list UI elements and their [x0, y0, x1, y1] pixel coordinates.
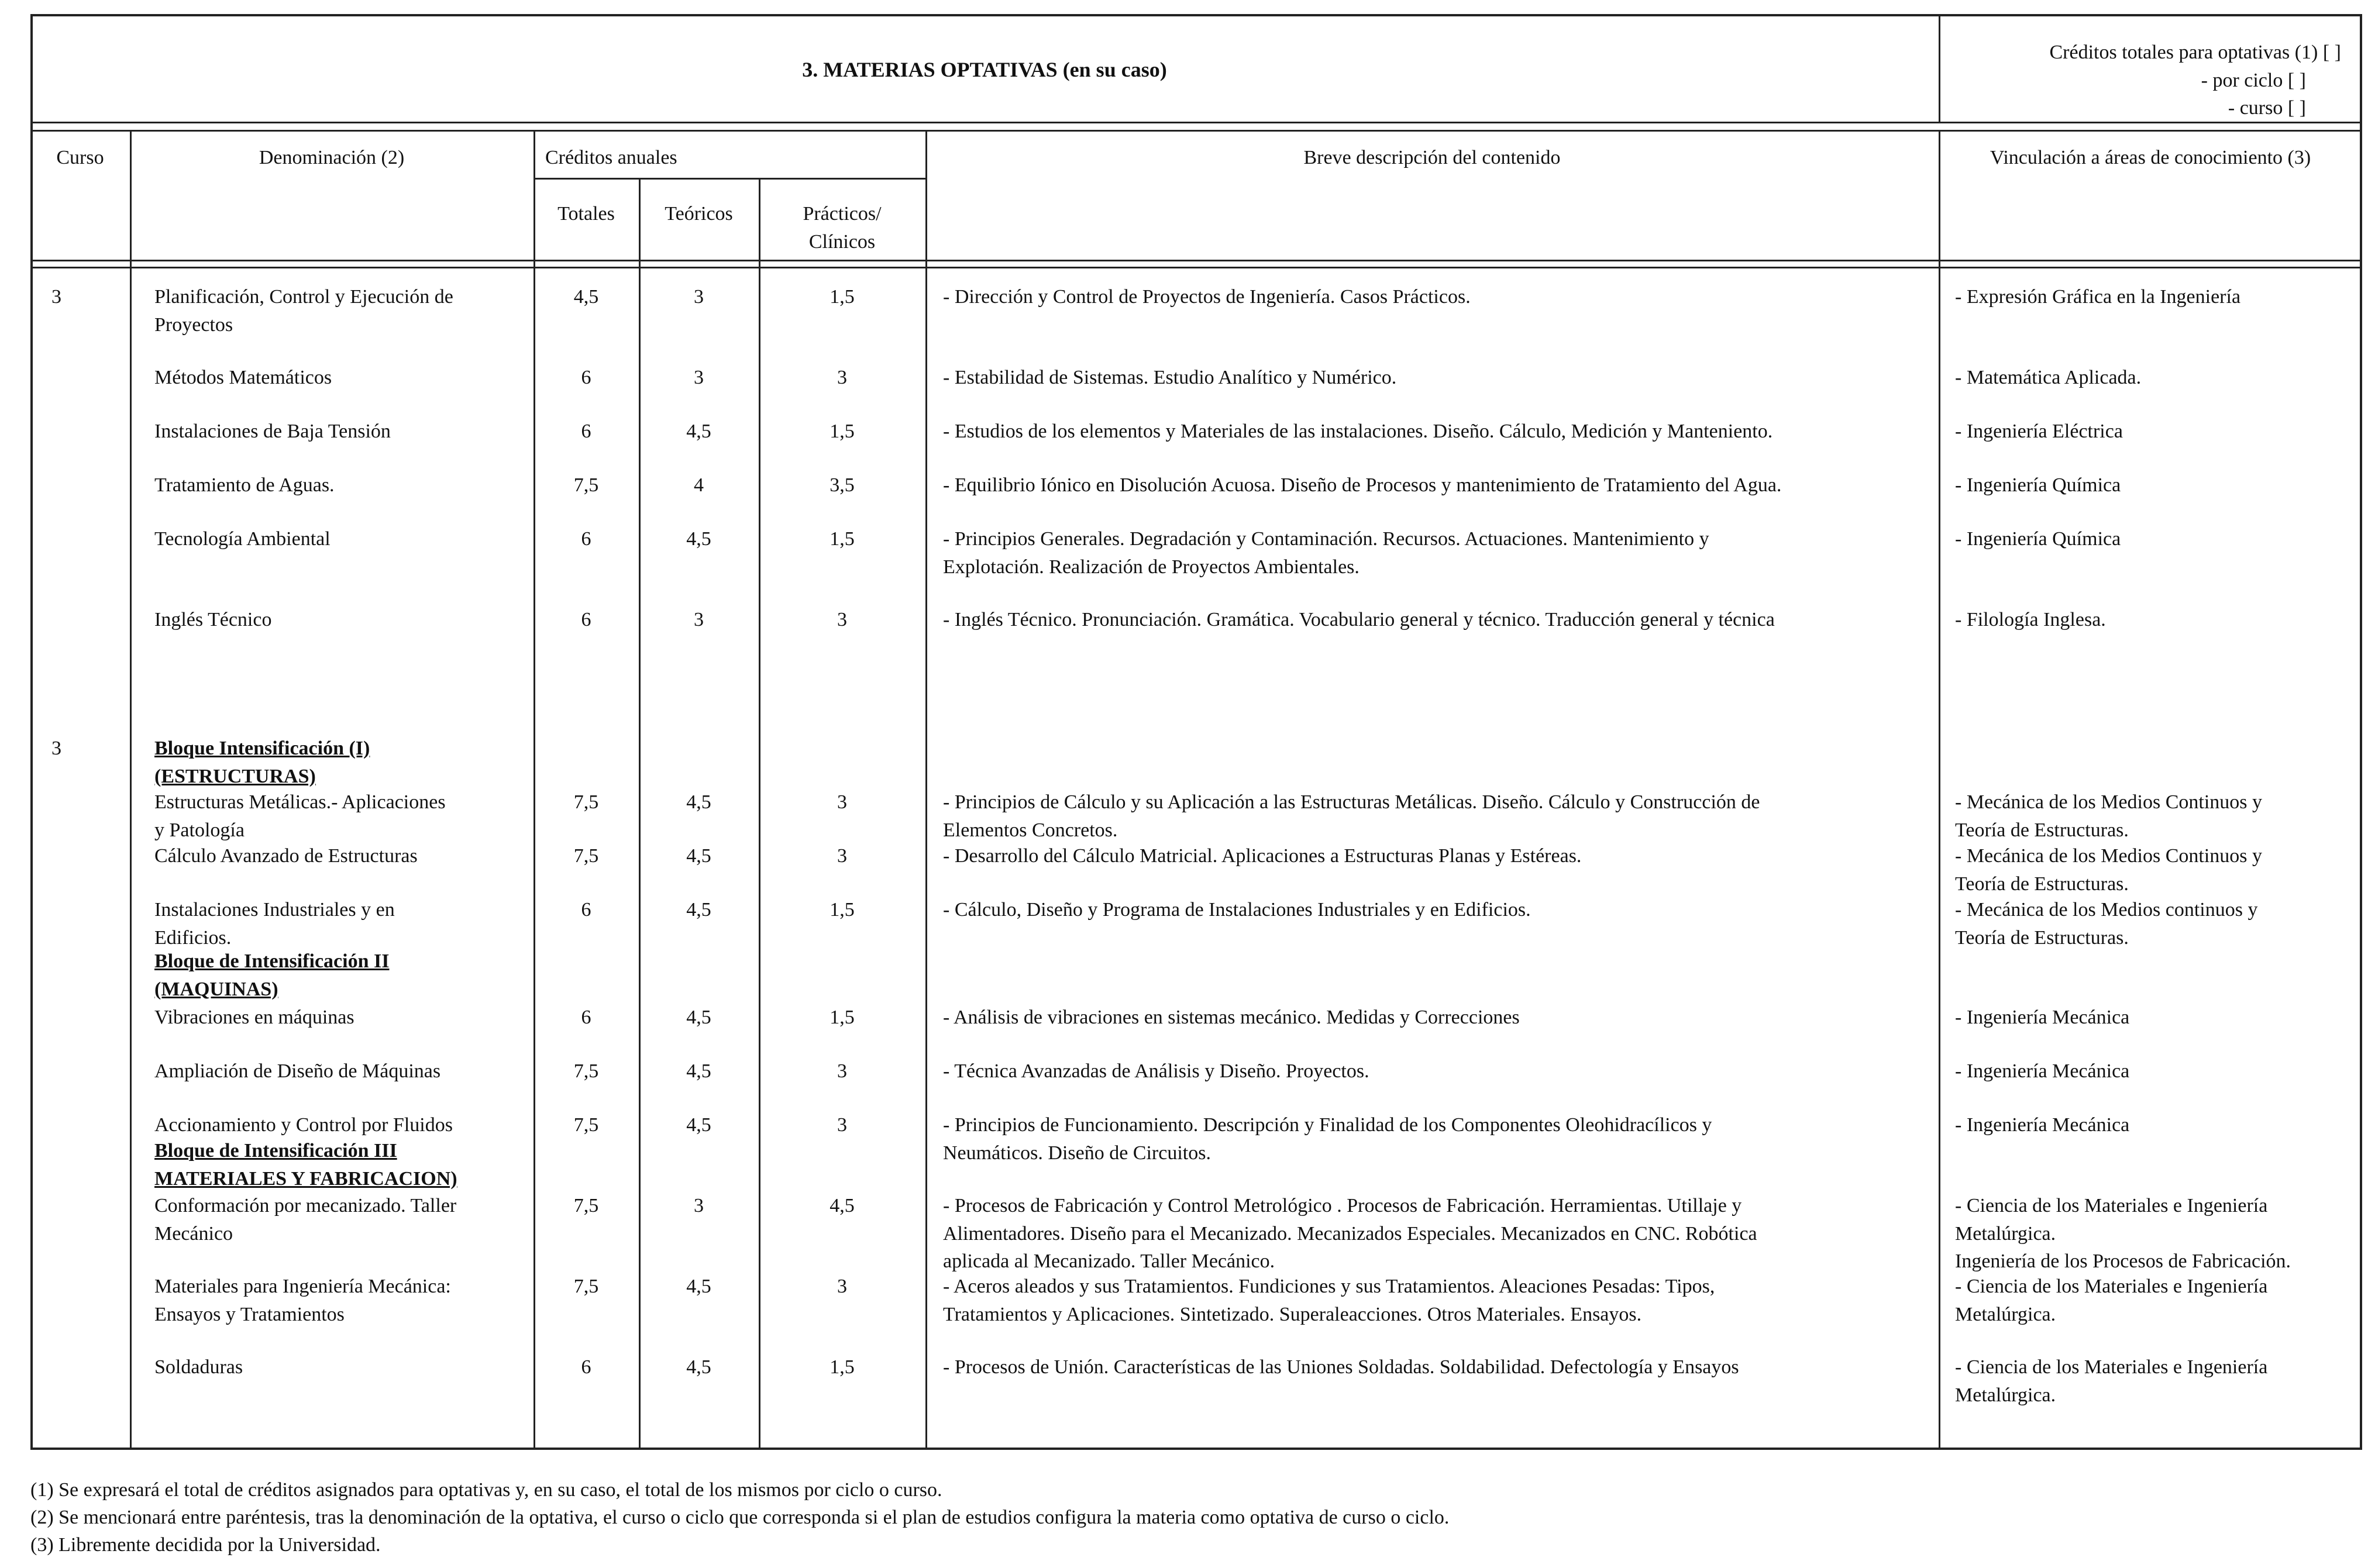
header-creditos-anuales: Créditos anuales [545, 147, 677, 168]
row-creditos-totales: 7,5 [573, 845, 599, 867]
row-denominacion: Métodos Matemáticos [154, 367, 332, 388]
col-line-curso [130, 130, 132, 1450]
row-vinculacion: - Mecánica de los Medios Continuos y Teoría de Estructuras. [1955, 845, 2263, 895]
row-descripcion: - Cálculo, Diseño y Programa de Instalaciones Industriales y en Edificios. [943, 899, 1531, 921]
row-vinculacion: - Ingeniería Química [1955, 528, 2121, 550]
row-descripcion: - Principios de Funcionamiento. Descripción y Finalidad de los Componentes Oleohidracílicos y Neumáticos. Diseño de Circuitos. [943, 1114, 1712, 1164]
row-creditos-practicos: 1,5 [830, 1356, 855, 1378]
row-creditos-totales: 7,5 [573, 1114, 599, 1136]
block3-title: Bloque de Intensificación III MATERIALES Y FABRICACION) [154, 1140, 457, 1190]
row-vinculacion: - Ingeniería Mecánica [1955, 1007, 2130, 1028]
row-creditos-teoricos: 4,5 [686, 899, 711, 921]
row-creditos-teoricos: 4,5 [686, 421, 711, 442]
row-creditos-practicos: 3 [837, 1060, 847, 1082]
row-creditos-teoricos: 4,5 [686, 1356, 711, 1378]
row-vinculacion: - Matemática Aplicada. [1955, 367, 2142, 388]
block2-title: Bloque de Intensificación II (MAQUINAS) [154, 950, 390, 1000]
title-credits-divider [1939, 14, 1940, 122]
row-creditos-teoricos: 3 [694, 286, 704, 308]
row-denominacion: Tratamiento de Aguas. [154, 474, 335, 496]
row-creditos-practicos: 3 [837, 609, 847, 630]
row-descripcion: - Principios Generales. Degradación y Contaminación. Recursos. Actuaciones. Mantenimiento y Explotación. Realización de Proyectos Ambientales. [943, 528, 1709, 578]
row-descripcion: - Desarrollo del Cálculo Matricial. Aplicaciones a Estructuras Planas y Estéreas. [943, 845, 1582, 867]
row-vinculacion: - Ciencia de los Materiales e Ingeniería Metalúrgica. Ingeniería de los Procesos de Fabricación. [1955, 1195, 2291, 1273]
row-vinculacion: - Ciencia de los Materiales e Ingeniería Metalúrgica. [1955, 1276, 2268, 1325]
col-line-descripcion [1939, 130, 1940, 1450]
row-creditos-teoricos: 4,5 [686, 528, 711, 550]
row-denominacion: Conformación por mecanizado. Taller Mecánico [154, 1195, 457, 1245]
row-denominacion: Cálculo Avanzado de Estructuras [154, 845, 418, 867]
row-creditos-totales: 6 [581, 1007, 591, 1028]
row-descripcion: - Aceros aleados y sus Tratamientos. Fundiciones y sus Tratamientos. Aleaciones Pesadas: Tipos, Tratamientos y Aplicaciones. Sintetizado. Superaleacciones. Otros Materiales. Ensayos. [943, 1276, 1715, 1325]
row-vinculacion: - Ciencia de los Materiales e Ingeniería Metalúrgica. [1955, 1356, 2268, 1406]
row-vinculacion: - Mecánica de los Medios continuos y Teoría de Estructuras. [1955, 899, 2258, 949]
row-creditos-practicos: 1,5 [830, 286, 855, 308]
row-creditos-teoricos: 4,5 [686, 1007, 711, 1028]
row-creditos-teoricos: 4,5 [686, 1276, 711, 1297]
row-creditos-totales: 7,5 [573, 791, 599, 813]
row-descripcion: - Inglés Técnico. Pronunciación. Gramática. Vocabulario general y técnico. Traducción general y técnica [943, 609, 1775, 630]
row-descripcion: - Técnica Avanzadas de Análisis y Diseño. Proyectos. [943, 1060, 1369, 1082]
row-descripcion: - Procesos de Fabricación y Control Metrológico . Procesos de Fabricación. Herramientas. Utillaje y Alimentadores. Diseño para el Mecanizado. Mecanizados Especiales. Mecanizados en CNC. Robótica aplicada al Mecanizado. Taller Mecánico. [943, 1195, 1757, 1273]
row-descripcion: - Análisis de vibraciones en sistemas mecánico. Medidas y Correcciones [943, 1007, 1520, 1028]
row-creditos-teoricos: 4,5 [686, 1114, 711, 1136]
row-creditos-practicos: 4,5 [830, 1195, 855, 1217]
row-creditos-totales: 6 [581, 1356, 591, 1378]
row-creditos-practicos: 1,5 [830, 899, 855, 921]
row-vinculacion: - Filología Inglesa. [1955, 609, 2106, 630]
row-vinculacion: - Ingeniería Mecánica [1955, 1114, 2130, 1136]
header-divider-double [30, 130, 2362, 132]
row-denominacion: Tecnología Ambiental [154, 528, 331, 550]
block-curso: 3 [51, 738, 61, 759]
row-descripcion: - Equilibrio Iónico en Disolución Acuosa. Diseño de Procesos y mantenimiento de Tratamiento del Agua. [943, 474, 1782, 496]
header-denominacion: Denominación (2) [259, 147, 405, 168]
row-denominacion: Planificación, Control y Ejecución de Proyectos [154, 286, 453, 336]
row-denominacion: Accionamiento y Control por Fluidos [154, 1114, 453, 1136]
header-totales: Totales [557, 203, 615, 225]
header-practicos-line2: Clínicos [808, 230, 876, 253]
row-creditos-teoricos: 4,5 [686, 1060, 711, 1082]
row-creditos-teoricos: 4,5 [686, 845, 711, 867]
row-denominacion: Vibraciones en máquinas [154, 1007, 354, 1028]
row-creditos-totales: 6 [581, 421, 591, 442]
row-denominacion: Estructuras Metálicas.- Aplicaciones y Patología [154, 791, 446, 841]
credits-subheader-line [534, 178, 925, 180]
row-creditos-practicos: 3 [837, 367, 847, 388]
row-creditos-totales: 6 [581, 528, 591, 550]
row-curso: 3 [51, 286, 61, 308]
row-denominacion: Inglés Técnico [154, 609, 272, 630]
row-vinculacion: - Ingeniería Química [1955, 474, 2121, 496]
row-creditos-teoricos: 3 [694, 609, 704, 630]
row-vinculacion: - Ingeniería Mecánica [1955, 1060, 2130, 1082]
row-denominacion: Materiales para Ingeniería Mecánica: Ensayos y Tratamientos [154, 1276, 451, 1325]
section-title: 3. MATERIAS OPTATIVAS (en su caso) [802, 58, 1167, 81]
credits-total-box [1949, 39, 2359, 122]
credits-curso-line: - curso [ ] [2228, 97, 2306, 119]
footnote-2: (2) Se mencionará entre paréntesis, tras la denominación de la optativa, el curso o ciclo que corresponda si el plan de estudios configura la materia como optativa de curso o ciclo. [30, 1507, 1450, 1528]
credits-total-line: Créditos totales para optativas (1) [ ] [2049, 42, 2341, 63]
header-descripcion: Breve descripción del contenido [1303, 147, 1561, 168]
column-header-bottom-double [30, 267, 2362, 268]
row-denominacion: Instalaciones Industriales y en Edificios. [154, 899, 395, 949]
row-denominacion: Ampliación de Diseño de Máquinas [154, 1060, 441, 1082]
row-creditos-teoricos: 3 [694, 367, 704, 388]
header-teoricos: Teóricos [665, 203, 733, 225]
row-creditos-totales: 6 [581, 609, 591, 630]
row-creditos-totales: 7,5 [573, 474, 599, 496]
row-creditos-practicos: 1,5 [830, 528, 855, 550]
row-creditos-totales: 4,5 [573, 286, 599, 308]
header-practicos-line1: Prácticos/ [803, 203, 882, 225]
row-creditos-teoricos: 4,5 [686, 791, 711, 813]
row-creditos-practicos: 3 [837, 1276, 847, 1297]
row-creditos-practicos: 3 [837, 1114, 847, 1136]
row-denominacion: Soldaduras [154, 1356, 243, 1378]
row-denominacion: Instalaciones de Baja Tensión [154, 421, 391, 442]
row-vinculacion: - Mecánica de los Medios Continuos y Teoría de Estructuras. [1955, 791, 2263, 841]
row-descripcion: - Dirección y Control de Proyectos de Ingeniería. Casos Prácticos. [943, 286, 1471, 308]
credits-ciclo-line: - por ciclo [ ] [2201, 69, 2306, 91]
row-creditos-practicos: 1,5 [830, 421, 855, 442]
footnote-1: (1) Se expresará el total de créditos asignados para optativas y, en su caso, el total de los mismos por ciclo o curso. [30, 1479, 942, 1501]
header-practicos [759, 200, 925, 256]
row-vinculacion: - Ingeniería Eléctrica [1955, 421, 2123, 442]
row-descripcion: - Principios de Cálculo y su Aplicación a las Estructuras Metálicas. Diseño. Cálculo y Construcción de Elementos Concretos. [943, 791, 1760, 841]
row-creditos-totales: 6 [581, 899, 591, 921]
row-creditos-totales: 7,5 [573, 1060, 599, 1082]
row-creditos-totales: 7,5 [573, 1195, 599, 1217]
row-descripcion: - Procesos de Unión. Características de las Uniones Soldadas. Soldabilidad. Defectología y Ensayos [943, 1356, 1739, 1378]
row-creditos-teoricos: 3 [694, 1195, 704, 1217]
row-descripcion: - Estudios de los elementos y Materiales de las instalaciones. Diseño. Cálculo, Medición y Manteniento. [943, 421, 1773, 442]
row-vinculacion: - Expresión Gráfica en la Ingeniería [1955, 286, 2241, 308]
row-creditos-totales: 7,5 [573, 1276, 599, 1297]
row-creditos-teoricos: 4 [694, 474, 704, 496]
block1-title: Bloque Intensificación (I) (ESTRUCTURAS) [154, 738, 370, 787]
row-descripcion: - Estabilidad de Sistemas. Estudio Analítico y Numérico. [943, 367, 1397, 388]
footnote-3: (3) Libremente decidida por la Universidad. [30, 1534, 381, 1556]
header-curso: Curso [56, 147, 104, 168]
header-vinculacion: Vinculación a áreas de conocimiento (3) [1990, 147, 2311, 168]
col-line-practicos [925, 130, 927, 1450]
row-creditos-practicos: 3 [837, 845, 847, 867]
row-creditos-totales: 6 [581, 367, 591, 388]
column-header-bottom [30, 260, 2362, 261]
row-creditos-practicos: 1,5 [830, 1007, 855, 1028]
row-creditos-practicos: 3 [837, 791, 847, 813]
row-creditos-practicos: 3,5 [830, 474, 855, 496]
